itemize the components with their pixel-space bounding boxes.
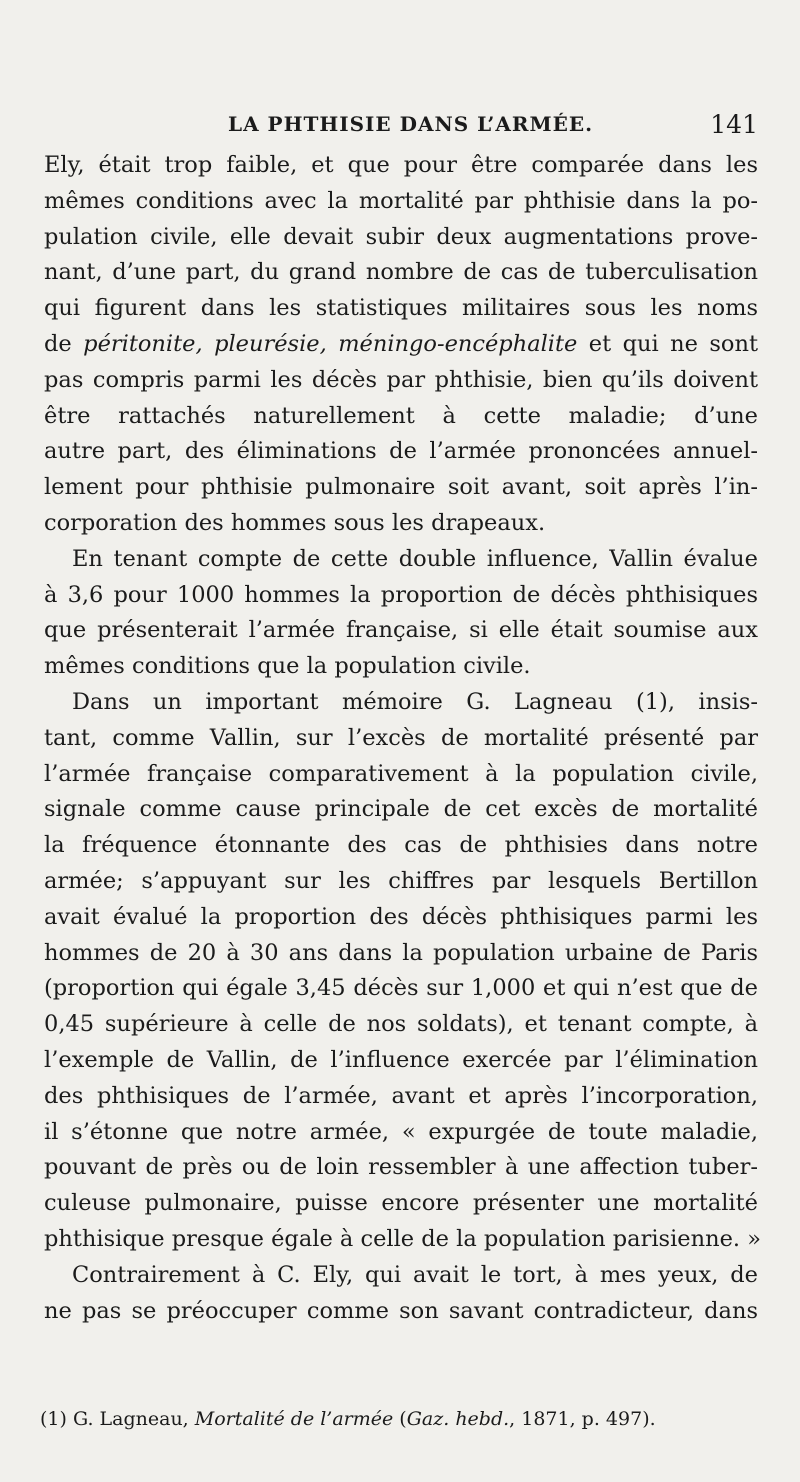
body-text [44,148,761,1329]
page-number: 141 [710,110,758,139]
text-line: pas compris parmi les décès par phthisie, bien qu’ils doivent [44,366,758,393]
text-line: culeuse pulmonaire, puisse encore présenter une mortalité [44,1190,758,1217]
text-line: mêmes conditions que la population civile. [44,653,531,680]
text-fragment: et qui ne sont [577,330,758,357]
italic-terms: péritonite, pleurésie, méningo-encéphalite [83,330,578,357]
text-line: il s’étonne que notre armée, « expurgée de toute maladie, [44,1118,758,1145]
text-line: avait évalué la proportion des décès phthisiques parmi les [44,903,758,930]
footnote-text: , 1871, p. 497). [509,1408,656,1430]
text-line: Contrairement à C. Ely, qui avait le tort, à mes yeux, de [72,1261,758,1288]
paragraph [44,1258,758,1330]
text-line: mêmes conditions avec la mortalité par phthisie dans la po- [44,187,758,214]
text-line: la fréquence étonnante des cas de phthisies dans notre [44,832,758,859]
text-fragment: de [44,330,84,357]
text-line: que présenterait l’armée française, si elle était soumise aux [44,617,758,644]
footnote [40,1408,740,1430]
paragraph [44,148,758,542]
text-line: signale comme cause principale de cet excès de mortalité [44,796,758,823]
text-line: hommes de 20 à 30 ans dans la population urbaine de Paris [44,939,758,966]
text-line: ne pas se préoccuper comme son savant contradicteur, dans [44,1297,758,1324]
text-line: En tenant compte de cette double influence, Vallin évalue [72,545,758,572]
running-title: LA PHTHISIE DANS L’ARMÉE. [228,112,594,136]
text-line: l’armée française comparativement à la population civile, [44,760,758,787]
text-line [44,327,758,363]
text-line: armée; s’appuyant sur les chiffres par lesquels Bertillon [44,867,758,894]
footnote-journal: Gaz. hebd. [406,1408,510,1430]
footnote-title: Mortalité de l’armée [194,1408,394,1430]
paragraph [44,542,758,685]
footnote-ref: (1) G. Lagneau, [40,1408,195,1430]
text-line: autre part, des éliminations de l’armée prononcées annuel- [44,438,758,465]
text-line: lement pour phthisie pulmonaire soit avant, soit après l’in- [44,474,758,501]
text-line: nant, d’une part, du grand nombre de cas de tuberculisation [44,259,758,286]
text-line: corporation des hommes sous les drapeaux. [44,509,546,536]
text-line: phthisique presque égale à celle de la population parisienne. » [44,1225,761,1252]
text-line: des phthisiques de l’armée, avant et après l’incorporation, [44,1082,758,1109]
footnote-text: ( [393,1408,407,1430]
text-line: (proportion qui égale 3,45 décès sur 1,000 et qui n’est que de [44,975,758,1002]
text-line: pulation civile, elle devait subir deux augmentations prove- [44,223,758,250]
text-line: être rattachés naturellement à cette maladie; d’une [44,402,758,429]
text-line: 0,45 supérieure à celle de nos soldats), et tenant compte, à [44,1011,758,1038]
text-line: pouvant de près ou de loin ressembler à une affection tuber- [44,1154,758,1181]
text-line: l’exemple de Vallin, de l’influence exercée par l’élimination [44,1046,758,1073]
text-line: tant, comme Vallin, sur l’excès de mortalité présenté par [44,724,758,751]
text-line: Dans un important mémoire G. Lagneau (1), insis- [72,688,758,715]
text-line: à 3,6 pour 1000 hommes la proportion de décès phthisiques [44,581,758,608]
page-header [40,110,760,146]
text-line: qui figurent dans les statistiques militaires sous les noms [44,295,758,322]
text-line: Ely, était trop faible, et que pour être comparée dans les [44,152,758,178]
paragraph [44,685,761,1258]
